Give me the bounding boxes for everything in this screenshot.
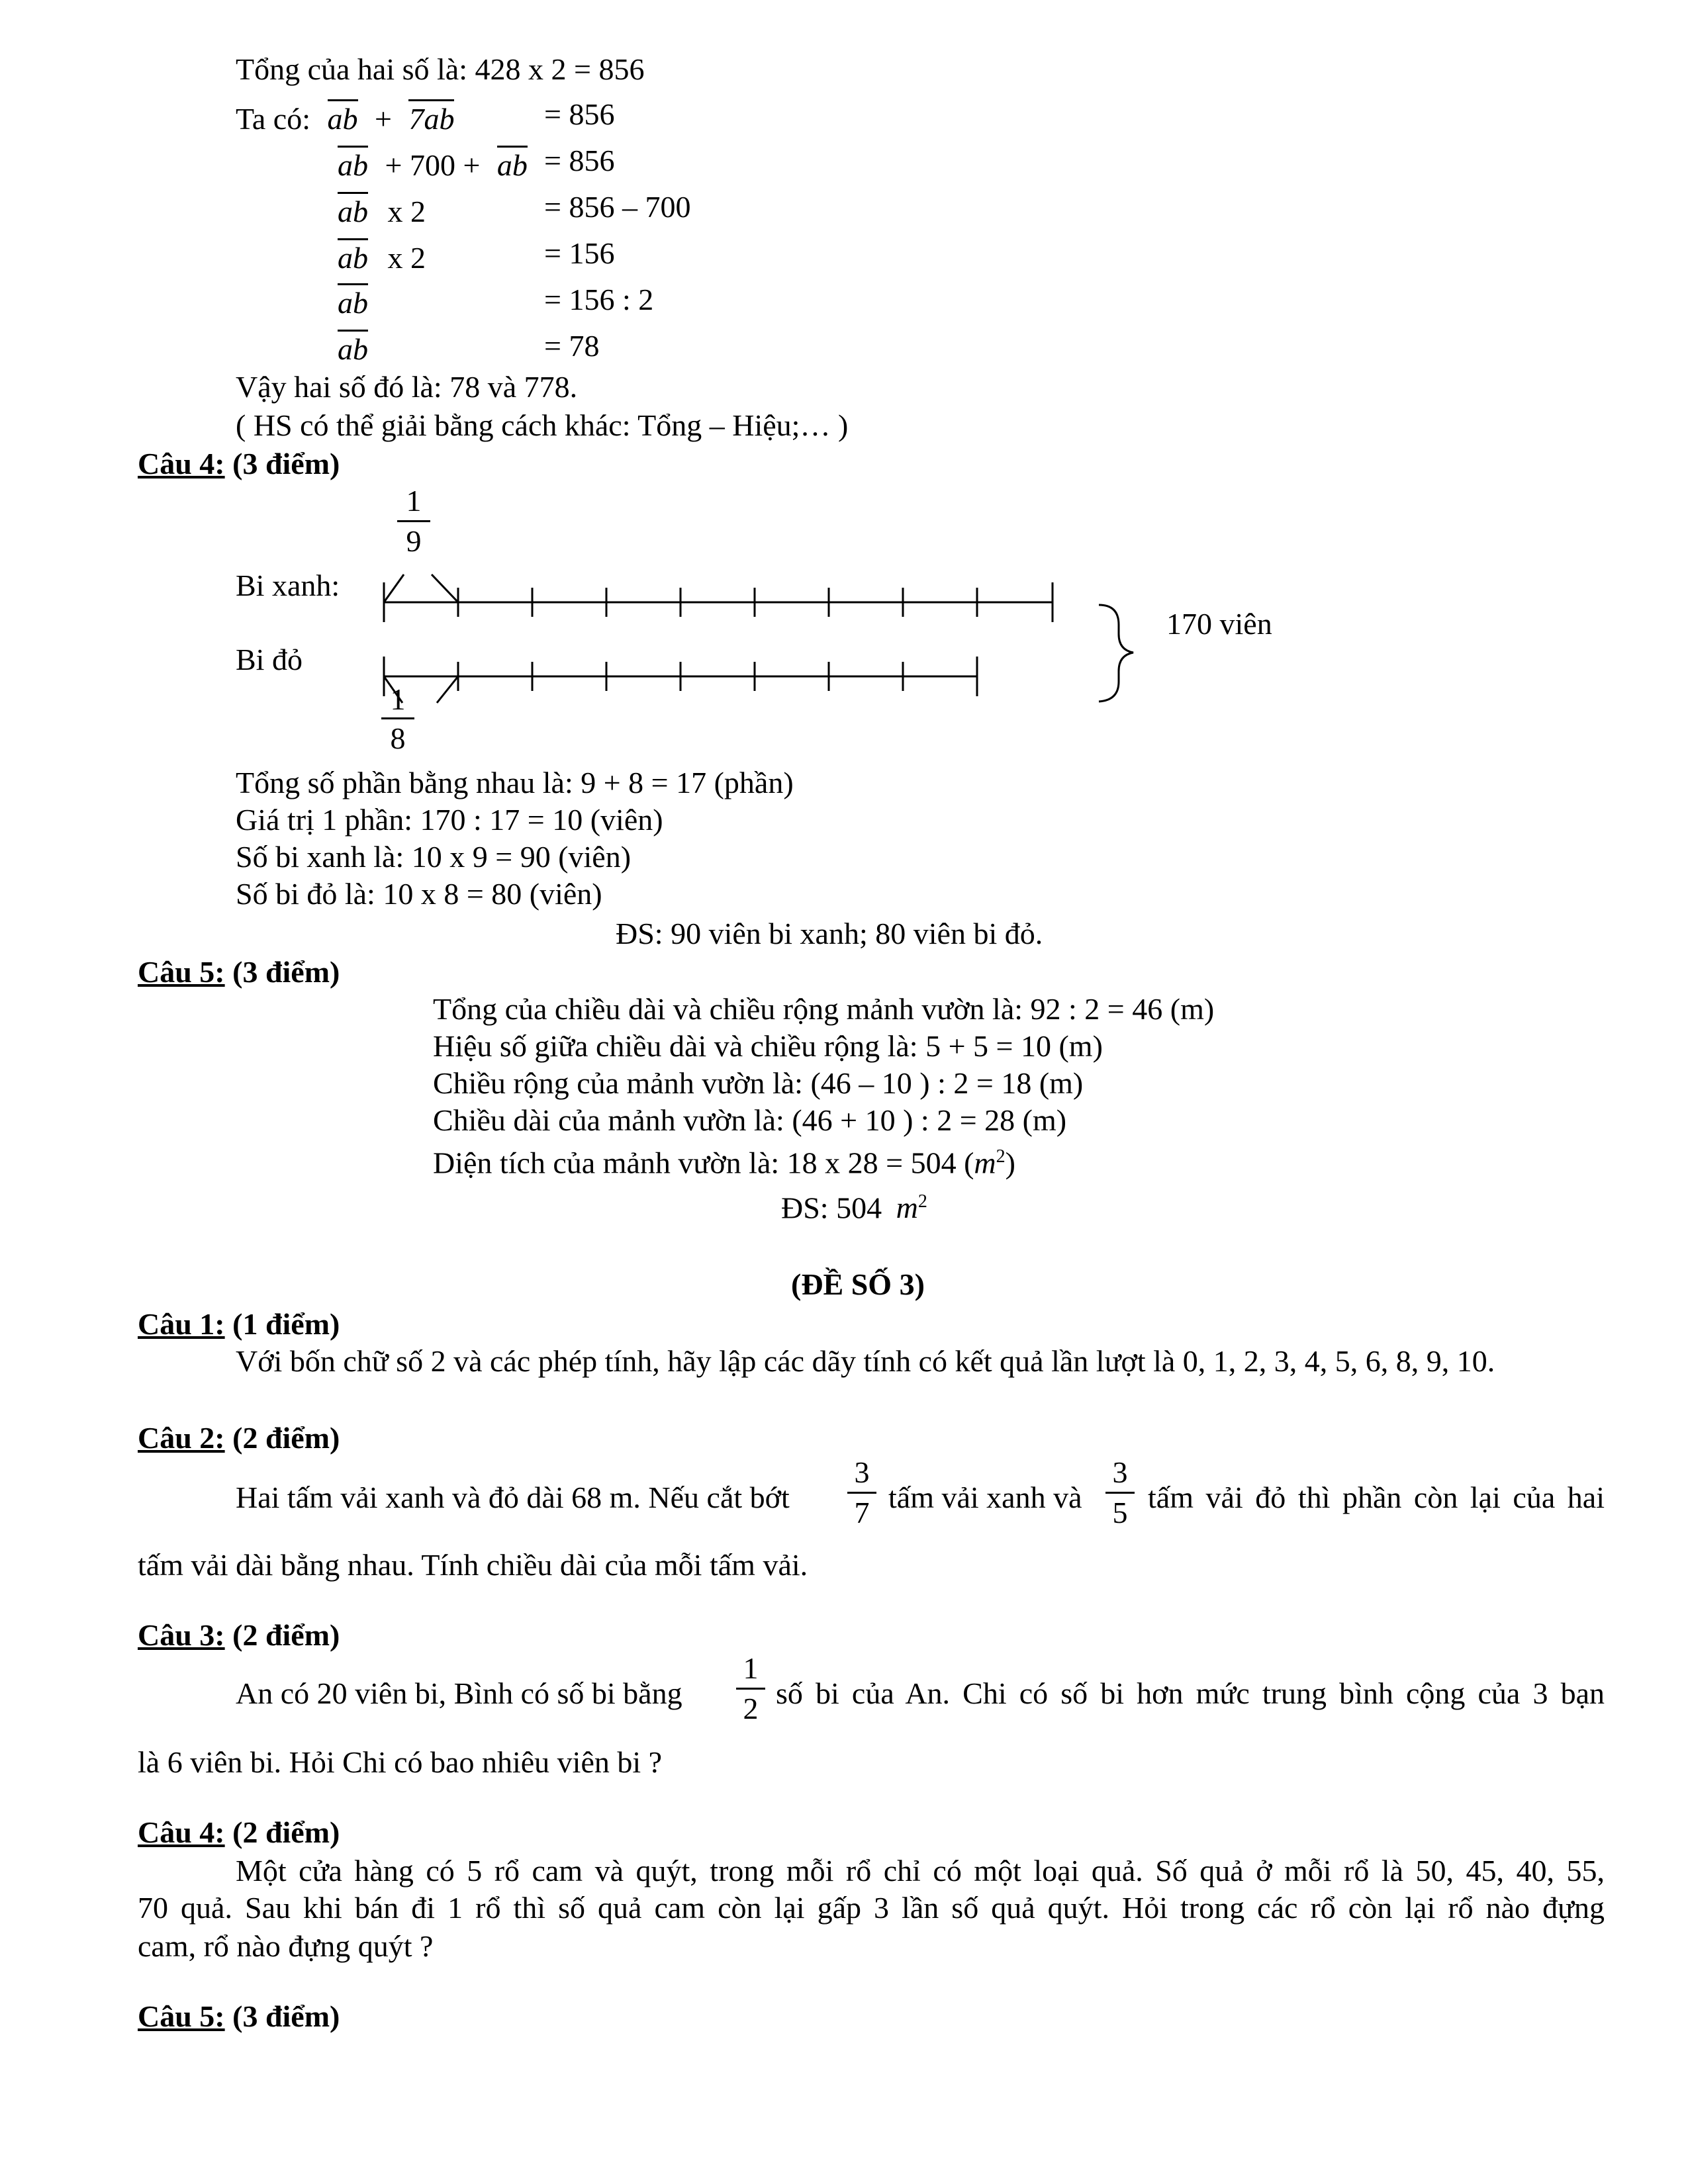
q4-heading (138, 1817, 340, 1848)
ab-overline: ab (338, 146, 368, 181)
plus-sign: + (375, 102, 392, 136)
sum-line: Tổng của hai số là: 428 x 2 = 856 (236, 52, 645, 86)
unit-exponent: 2 (917, 1191, 927, 1212)
question-points: (2 điểm) (232, 1421, 340, 1455)
label-red-marbles: Bi đỏ (236, 643, 303, 676)
ab-overline: ab (328, 99, 358, 134)
top-brace-right (432, 574, 458, 602)
ta-co-label: Ta có: (236, 102, 311, 136)
question-points: (3 điểm) (232, 955, 340, 989)
equation-result-6: = 78 (544, 329, 600, 363)
q4-answer: ĐS: 90 viên bi xanh; 80 viên bi đỏ. (616, 917, 1043, 950)
times-two: x 2 (387, 241, 426, 275)
equation-result-2: = 856 (544, 144, 615, 177)
question-points: (1 điểm) (232, 1307, 340, 1341)
q4-text-line-2: 70 quả. Sau khi bán đi 1 rổ thì số quả cam còn lại gấp 3 lần số quả quýt. Hỏi trong các rổ còn lại rổ nào đựng (138, 1891, 1605, 1925)
question-label: Câu 4: (138, 447, 225, 480)
q5-solution-step-1: Tổng của chiều dài và chiều rộng mảnh vườn là: 92 : 2 = 46 (m) (433, 992, 1215, 1026)
total-marbles-label: 170 viên (1166, 607, 1272, 641)
fraction-denominator: 5 (1112, 1496, 1128, 1529)
q3-fraction-1-2 (736, 1653, 765, 1724)
q5-solution-step-3: Chiều rộng của mảnh vườn là: (46 – 10 ) : 2 = 18 (m) (433, 1066, 1084, 1100)
q5-prev-heading (138, 957, 340, 987)
q5-solution-step-5 (433, 1148, 1015, 1178)
fraction-numerator: 3 (847, 1457, 876, 1494)
question-label: Câu 4: (138, 1815, 225, 1849)
fraction-numerator: 1 (397, 486, 430, 522)
fraction-denominator: 7 (854, 1496, 870, 1529)
question-label: Câu 5: (138, 955, 225, 989)
equation-result-4: = 156 (544, 236, 615, 270)
fraction-numerator: 1 (390, 682, 406, 716)
q4-text-line-3: cam, rổ nào đựng quýt ? (138, 1929, 434, 1963)
question-label: Câu 3: (138, 1618, 225, 1652)
q2-text-line-2: tấm vải dài bằng nhau. Tính chiều dài của mỗi tấm vải. (138, 1548, 808, 1582)
ab-overline: ab (338, 192, 368, 227)
q4-solution-step-2: Giá trị 1 phần: 170 : 17 = 10 (viên) (236, 803, 663, 837)
q5-answer (781, 1193, 927, 1223)
fraction-numerator: 3 (1105, 1457, 1135, 1494)
q5-heading (138, 2001, 340, 2032)
q2-fraction-3-7 (847, 1457, 876, 1528)
q5-solution-step-4: Chiều dài của mảnh vườn là: (46 + 10 ) : 2 = 28 (m) (433, 1103, 1067, 1137)
bottom-brace-right (437, 676, 458, 703)
equation-result-3: = 856 – 700 (544, 190, 691, 224)
7ab-overline: 7ab (408, 99, 454, 134)
q2-heading (138, 1423, 340, 1453)
question-points: (3 điểm) (232, 1999, 340, 2033)
q4-text-line-1: Một cửa hàng có 5 rổ cam và quýt, trong mỗi rổ chỉ có một loại quả. Số quả ở mỗi rổ là 50, 45, 40, 55, (236, 1854, 1605, 1888)
question-points: (2 điểm) (232, 1815, 340, 1849)
exam-3-title: (ĐỀ SỐ 3) (791, 1267, 925, 1301)
q3-text-line-2: là 6 viên bi. Hỏi Chi có bao nhiêu viên bi ? (138, 1745, 663, 1779)
fraction-denominator: 2 (743, 1692, 759, 1725)
q2-text-part-a: Hai tấm vải xanh và đỏ dài 68 m. Nếu cắt bớt (236, 1480, 790, 1514)
plus-700-plus: + 700 + (385, 148, 481, 182)
q4-solution-step-4: Số bi đỏ là: 10 x 8 = 80 (viên) (236, 877, 602, 911)
top-brace-left (384, 574, 404, 602)
q3-heading (138, 1620, 340, 1651)
ab-overline: ab (338, 238, 368, 273)
question-points: (2 điểm) (232, 1618, 340, 1652)
equation-result-1: = 856 (544, 97, 615, 131)
q4-solution-step-1: Tổng số phần bằng nhau là: 9 + 8 = 17 (phần) (236, 766, 794, 799)
q5-solution-step-2: Hiệu số giữa chiều dài và chiều rộng là: 5 + 5 = 10 (m) (433, 1029, 1103, 1063)
conclusion-line: Vậy hai số đó là: 78 và 778. (236, 370, 578, 404)
q1-heading (138, 1309, 340, 1340)
note-line: ( HS có thể giải bằng cách khác: Tổng – Hiệu;… ) (236, 408, 849, 442)
q2-fraction-3-5 (1105, 1457, 1135, 1528)
ab-overline: ab (338, 330, 368, 365)
q4-solution-step-3: Số bi xanh là: 10 x 9 = 90 (viên) (236, 840, 632, 874)
q1-text: Với bốn chữ số 2 và các phép tính, hãy lập các dãy tính có kết quả lần lượt là 0, 1, 2, 3, 4, 5, 6, 8, 9, 10. (236, 1344, 1495, 1378)
unit-exponent: 2 (996, 1146, 1006, 1167)
close-paren: ) (1005, 1146, 1015, 1180)
q2-text-part-b: tấm vải xanh và (888, 1480, 1082, 1514)
label-blue-marbles: Bi xanh: (236, 569, 340, 602)
question-label: Câu 1: (138, 1307, 225, 1341)
area-text: Diện tích của mảnh vườn là: 18 x 28 = 504 ( (433, 1146, 974, 1180)
question-label: Câu 2: (138, 1421, 225, 1455)
fraction-numerator: 1 (736, 1653, 765, 1690)
q3-text-part-a: An có 20 viên bi, Bình có số bi bằng (236, 1676, 682, 1710)
q3-text-part-b: số bi của An. Chi có số bi hơn mức trung bình cộng của 3 bạn (776, 1676, 1605, 1710)
ab-overline: ab (338, 283, 368, 318)
times-two: x 2 (387, 195, 426, 228)
question-label: Câu 5: (138, 1999, 225, 2033)
question-points: (3 điểm) (232, 447, 340, 480)
unit-m: m (896, 1191, 918, 1225)
ab-overline: ab (497, 146, 528, 181)
unit-m: m (974, 1146, 996, 1180)
right-curly-brace (1099, 605, 1133, 702)
fraction-denominator: 8 (381, 717, 414, 754)
answer-text: ĐS: 504 (781, 1191, 882, 1225)
equation-result-5: = 156 : 2 (544, 283, 654, 316)
q2-text-part-c: tấm vải đỏ thì phần còn lại của hai (1148, 1480, 1605, 1514)
bottom-brace-left (384, 676, 402, 703)
fraction-denominator: 9 (406, 524, 422, 558)
